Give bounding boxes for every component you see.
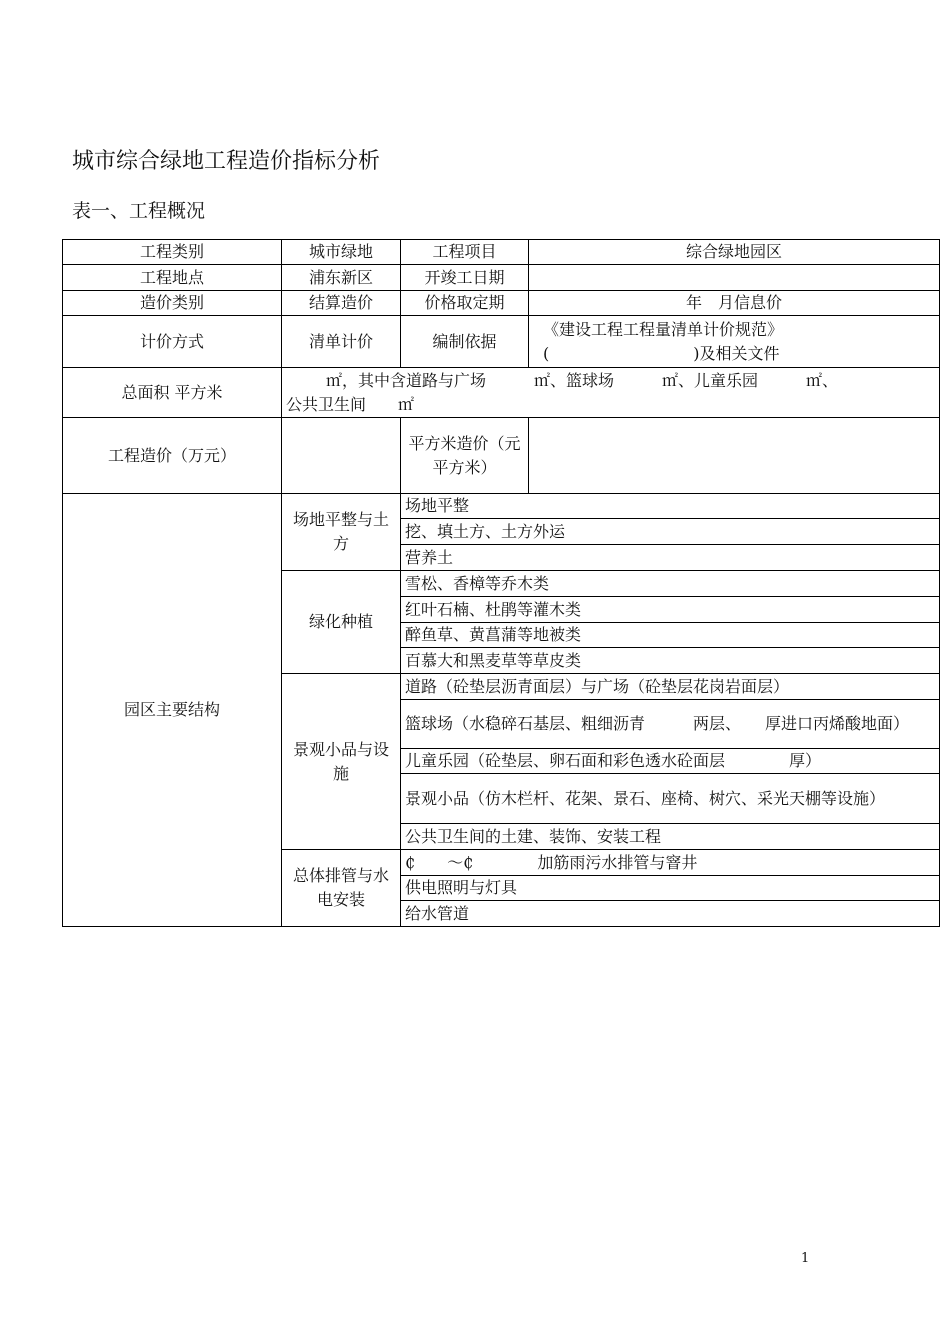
structure-item: 雪松、香樟等乔木类 (401, 571, 940, 597)
price-date-label: 价格取定期 (401, 291, 529, 316)
table-row (63, 316, 940, 368)
group-planting-name: 绿化种植 (282, 571, 401, 674)
structure-item: 供电照明与灯具 (401, 876, 940, 901)
price-date-value: 年 月信息价 (529, 291, 940, 316)
structure-item: 公共卫生间的土建、装饰、安装工程 (401, 824, 940, 850)
cost-type-label: 造价类别 (63, 291, 282, 316)
page-number: 1 (801, 1251, 810, 1266)
structure-item: 景观小品（仿木栏杆、花架、景石、座椅、树穴、采光天棚等设施） (401, 774, 940, 824)
table-row (63, 418, 940, 494)
pricing-method-value: 清单计价 (282, 316, 401, 368)
project-overview-table (62, 239, 940, 927)
total-area-value (282, 368, 940, 418)
total-area-label: 总面积 平方米 (63, 368, 282, 418)
basis-label: 编制依据 (401, 316, 529, 368)
schedule-value (529, 265, 940, 291)
group-earthwork-name: 场地平整与土方 (282, 494, 401, 571)
structure-item: 醉鱼草、黄菖蒲等地被类 (401, 623, 940, 648)
unit-cost-label: 平方米造价（元 平方米） (401, 418, 529, 494)
project-location-label: 工程地点 (63, 265, 282, 291)
project-cost-label: 工程造价（万元） (63, 418, 282, 494)
unit-cost-value (529, 418, 940, 494)
project-category-label: 工程类别 (63, 240, 282, 265)
basis-line-2: ( )及相关文件 (543, 343, 780, 363)
area-line-2: 公共卫生间 ㎡ (286, 394, 415, 414)
group-landscape-name: 景观小品与设施 (282, 674, 401, 850)
project-category-value: 城市绿地 (282, 240, 401, 265)
table-caption: 表一、工程概况 (72, 200, 206, 222)
schedule-label: 开竣工日期 (401, 265, 529, 291)
project-location-value: 浦东新区 (282, 265, 401, 291)
project-item-value: 综合绿地园区 (529, 240, 940, 265)
structure-item: 百慕大和黑麦草等草皮类 (401, 648, 940, 674)
structure-item: ₵ ～₵ 加筋雨污水排管与窨井 (401, 850, 940, 876)
project-item-label: 工程项目 (401, 240, 529, 265)
group-utilities-name: 总体排管与水电安装 (282, 850, 401, 927)
structure-item: 营养土 (401, 545, 940, 571)
table-row (63, 265, 940, 291)
structure-item: 红叶石楠、杜鹃等灌木类 (401, 597, 940, 623)
structure-item: 篮球场（水稳碎石基层、粗细沥青 两层、 厚进口丙烯酸地面） (401, 700, 940, 749)
table-row (63, 240, 940, 265)
pricing-method-label: 计价方式 (63, 316, 282, 368)
basis-line-1: 《建设工程工程量清单计价规范》 (543, 319, 784, 339)
structure-item: 给水管道 (401, 901, 940, 927)
structure-item: 道路（砼垫层沥青面层）与广场（砼垫层花岗岩面层） (401, 674, 940, 700)
area-line-1: ㎡，其中含道路与广场 ㎡、篮球场 ㎡、儿童乐园 ㎡、 (326, 370, 839, 390)
table-row (63, 291, 940, 316)
structure-item: 场地平整 (401, 494, 940, 519)
table-row (63, 368, 940, 418)
project-cost-value (282, 418, 401, 494)
basis-value (529, 316, 940, 368)
main-structure-label: 园区主要结构 (63, 494, 282, 927)
cost-type-value: 结算造价 (282, 291, 401, 316)
document-title: 城市综合绿地工程造价指标分析 (72, 149, 381, 174)
structure-item: 挖、填土方、土方外运 (401, 519, 940, 545)
structure-item: 儿童乐园（砼垫层、卵石面和彩色透水砼面层 厚） (401, 749, 940, 774)
